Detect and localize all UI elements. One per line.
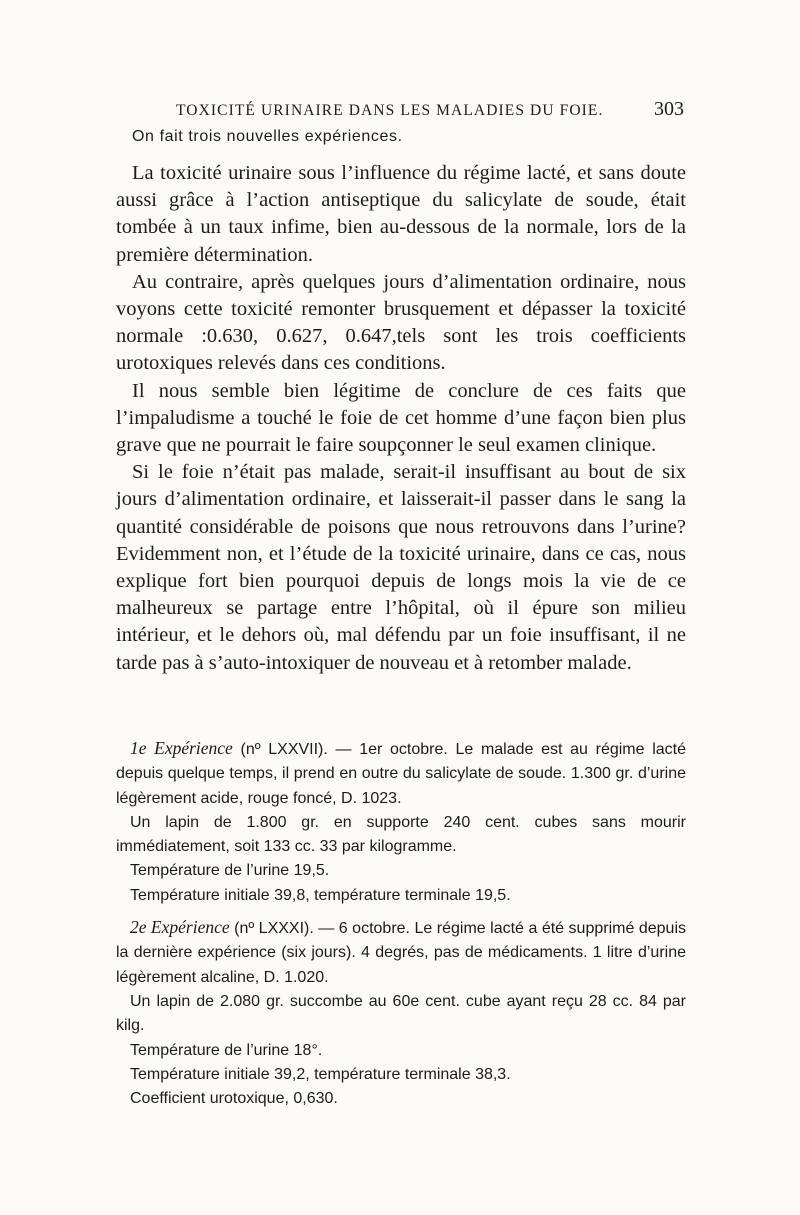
- experiment-1-heading: [116, 736, 686, 811]
- experiment-2-line: Température de l’urine 18°.: [130, 1041, 323, 1059]
- experiment-1-label: 1e Expérience: [130, 738, 233, 758]
- experiment-notes: [116, 736, 686, 1111]
- paragraph: Il nous semble bien légitime de conclure de ces faits que l’impaludisme a touché le foie de cet homme d’une façon bien plus grave que ne pourrait le faire soupçonner le seul examen clinique.: [116, 379, 686, 457]
- page-header: [118, 98, 684, 126]
- experiment-1-line: Un lapin de 1.800 gr. en supporte 240 cent. cubes sans mourir immédiatement, soit 133 cc. 33 par kilogramme.: [116, 813, 686, 856]
- paragraph: Si le foie n’était pas malade, serait-il insuffisant au bout de six jours d’alimentation ordinaire, et laisserait-il passer dans le sang la quantité considérable de poisons que nous retrouvons dans l’urine? Evidemment non, et l’étude de la toxicité urinaire, dans ce cas, nous explique fort bien pourquoi depuis de longs mois la vie de ce malheureux se partage entre l’hôpital, où il épure son milieu intérieur, et le dehors où, mal défendu par un foie insuffisant, il ne tarde pas à s’auto-intoxiquer de nouveau et à retomber malade.: [116, 461, 686, 674]
- experiment-2-line: Un lapin de 2.080 gr. succombe au 60e cent. cube ayant reçu 28 cc. 84 par kilg.: [116, 992, 686, 1035]
- experiment-2-heading: [116, 915, 686, 990]
- experiment-1-line: Température de l’urine 19,5.: [130, 862, 330, 880]
- experiment-1-line: Température initiale 39,8, température terminale 19,5.: [130, 886, 511, 904]
- experiment-2-label: 2e Expérience: [130, 917, 230, 938]
- experiment-1-description: (nº LXXVII). — 1er octobre. Le malade est au régime lacté depuis quelque temps, il prend en outre du salicylate de soude. 1.300 gr. d’urine légèrement acide, rouge foncé, D. 1023.: [116, 741, 686, 807]
- running-title: TOXICITÉ URINAIRE DANS LES MALADIES DU FOIE.: [176, 102, 604, 119]
- page-number: 303: [654, 98, 684, 120]
- paragraph: La toxicité urinaire sous l’influence du régime lacté, et sans doute aussi grâce à l’action antiseptique du salicylate de soude, était tombée à un taux infime, bien au-dessous de la normale, lors de la première détermination.: [116, 162, 686, 266]
- paragraph: Au contraire, après quelques jours d’alimentation ordinaire, nous voyons cette toxicité remonter brusquement et dépasser la toxicité normale :0.630, 0.627, 0.647,tels sont les trois coefficients urotoxiques relevés dans ces conditions.: [116, 270, 686, 375]
- experiment-2-line: Température initiale 39,2, température terminale 38,3.: [130, 1065, 511, 1083]
- experiment-2-line: Coefficient urotoxique, 0,630.: [130, 1090, 338, 1108]
- main-text: [116, 160, 686, 677]
- intro-line: On fait trois nouvelles expériences.: [132, 128, 403, 145]
- experiment-2-description: (nº LXXXI). — 6 octobre. Le régime lacté a été supprimé depuis la dernière expérience (six jours). 4 degrés, pas de médicaments. 1 litre d’urine légèrement alcaline, D. 1.020.: [116, 920, 686, 986]
